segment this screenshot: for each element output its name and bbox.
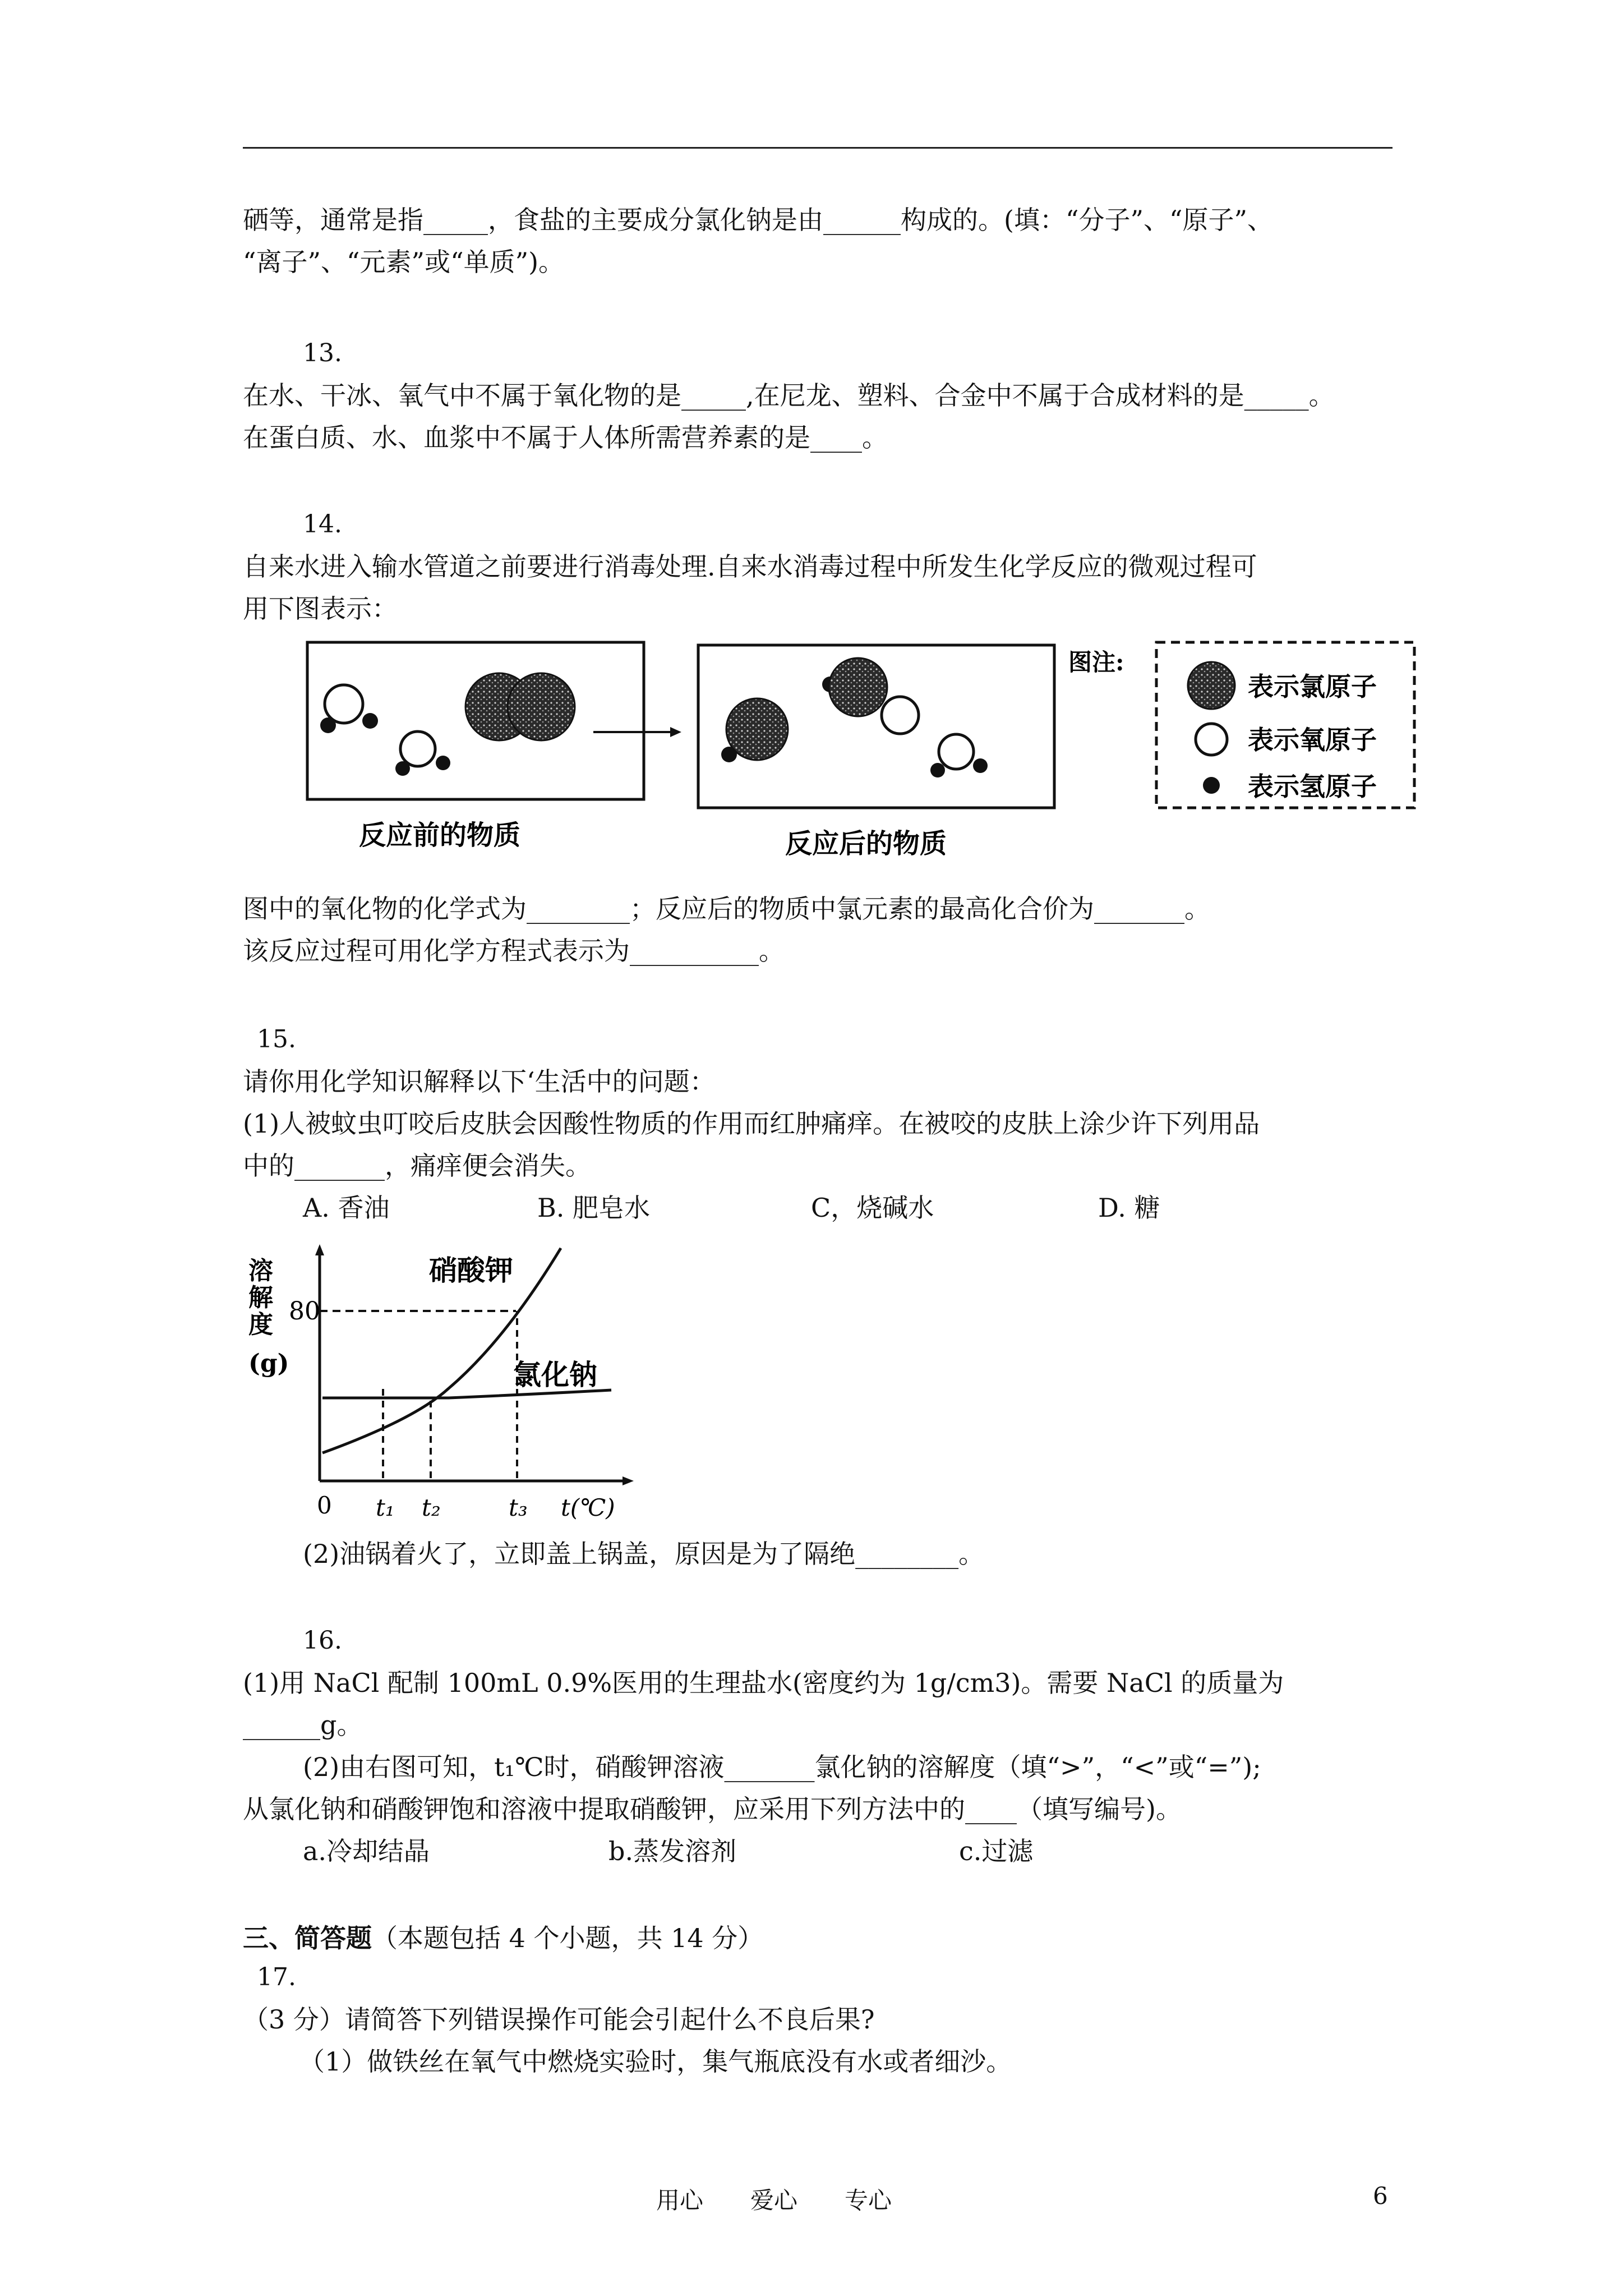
legend-h-icon [1203,777,1220,794]
q15-option-c: C，烧碱水 [811,1193,934,1223]
q17-line2: （1）做铁丝在氧气中燃烧实验时，集气瓶底没有水或者细沙。 [299,2046,1012,2077]
q16-option-b: b.蒸发溶剂 [608,1836,737,1866]
ylabel-char-4: (g) [248,1349,289,1378]
q13-line2: 在蛋白质、水、血浆中不属于人体所需营养素的是____。 [243,422,888,453]
water-molecule-after [930,734,988,777]
x-axis-label: t(℃) [561,1494,615,1521]
q15-number: 15. [257,1025,296,1053]
legend-o-icon [1196,724,1227,755]
x-tick-t3: t₃ [509,1494,528,1521]
q17-number: 17. [257,1963,296,1991]
ylabel-char-2: 解 [248,1283,273,1312]
legend-cl-label: 表示氯原子 [1248,671,1377,702]
q16-option-c: c.过滤 [959,1836,1034,1866]
hcl-molecule [721,698,788,762]
q16-line2: ______g。 [243,1710,363,1740]
q16-line1: (1)用 NaCl 配制 100mL 0.9%医用的生理盐水(密度约为 1g/cm3)。需要 NaCl 的质量为 [243,1668,1284,1698]
nacl-curve [322,1390,611,1398]
section-3-title: 三、简答题 [243,1923,372,1953]
q15-option-d: D. 糖 [1098,1193,1160,1223]
hclo-molecule [822,658,919,734]
legend-title: 图注: [1068,648,1124,676]
q16-option-a: a.冷却结晶 [303,1836,430,1866]
origin-label: 0 [317,1492,332,1519]
legend-h-label: 表示氢原子 [1248,771,1377,802]
x-tick-t2: t₂ [422,1494,441,1521]
q15-line1: 请你用化学知识解释以下‘生活中的问题： [243,1066,716,1097]
ylabel-char-3: 度 [248,1310,273,1339]
q13-number: 13. [303,339,342,367]
caption-before: 反应前的物质 [359,820,521,851]
footer-motto: 用心 爱心 专心 [656,2187,892,2214]
x-tick-t1: t₁ [376,1494,395,1521]
series-label-kno3: 硝酸钾 [429,1254,513,1287]
q15-line3: 中的_______，痛痒便会消失。 [243,1151,591,1181]
q15-option-a: A. 香油 [303,1193,390,1223]
q16-line3: (2)由右图可知，t₁℃时，硝酸钾溶液_______氯化钠的溶解度（填“>”，“<”或“=”); [303,1752,1261,1782]
y-axis-label [248,1257,289,1378]
legend-cl-icon [1188,662,1235,709]
q12-line1: 硒等，通常是指_____，食盐的主要成分氯化钠是由______构成的。(填：“分子”、“原子”、 [243,205,1274,235]
q14-number: 14. [303,510,342,539]
series-label-nacl: 氯化钠 [513,1358,597,1391]
caption-after: 反应后的物质 [785,828,947,859]
q16-line4: 从氯化钠和硝酸钾饱和溶液中提取硝酸钾，应采用下列方法中的____（填写编号)。 [243,1794,1182,1824]
q15-option-b: B. 肥皂水 [537,1193,651,1223]
y-tick-80: 80 [289,1297,320,1326]
q14-line1: 自来水进入输水管道之前要进行消毒处理.自来水消毒过程中所发生化学反应的微观过程可 [243,551,1257,582]
section-3-heading [243,1918,763,1958]
q15-line4: (2)油锅着火了，立即盖上锅盖，原因是为了隔绝________。 [303,1539,985,1569]
ylabel-char-1: 溶 [248,1257,273,1285]
section-3-note: （本题包括 4 个小题，共 14 分） [372,1923,764,1953]
q14-line2: 用下图表示： [243,593,398,624]
q14-line4: 该反应过程可用化学方程式表示为__________。 [243,936,785,966]
q17-line1: （3 分）请简答下列错误操作可能会引起什么不良后果? [243,2004,875,2035]
solubility-chart [0,0,673,1526]
q14-line3: 图中的氧化物的化学式为________；反应后的物质中氯元素的最高化合价为_______。 [243,894,1210,924]
q12-line2: “离子”、“元素”或“单质”)。 [243,247,565,277]
q13-line1: 在水、干冰、氧气中不属于氧化物的是_____,在尼龙、塑料、合金中不属于合成材料的是_____。 [243,380,1335,411]
page-number: 6 [1373,2182,1388,2210]
q16-number: 16. [303,1626,342,1655]
q15-line2: (1)人被蚊虫叮咬后皮肤会因酸性物质的作用而红肿痛痒。在被咬的皮肤上涂少许下列用品 [243,1108,1260,1139]
legend-o-label: 表示氧原子 [1248,725,1377,755]
